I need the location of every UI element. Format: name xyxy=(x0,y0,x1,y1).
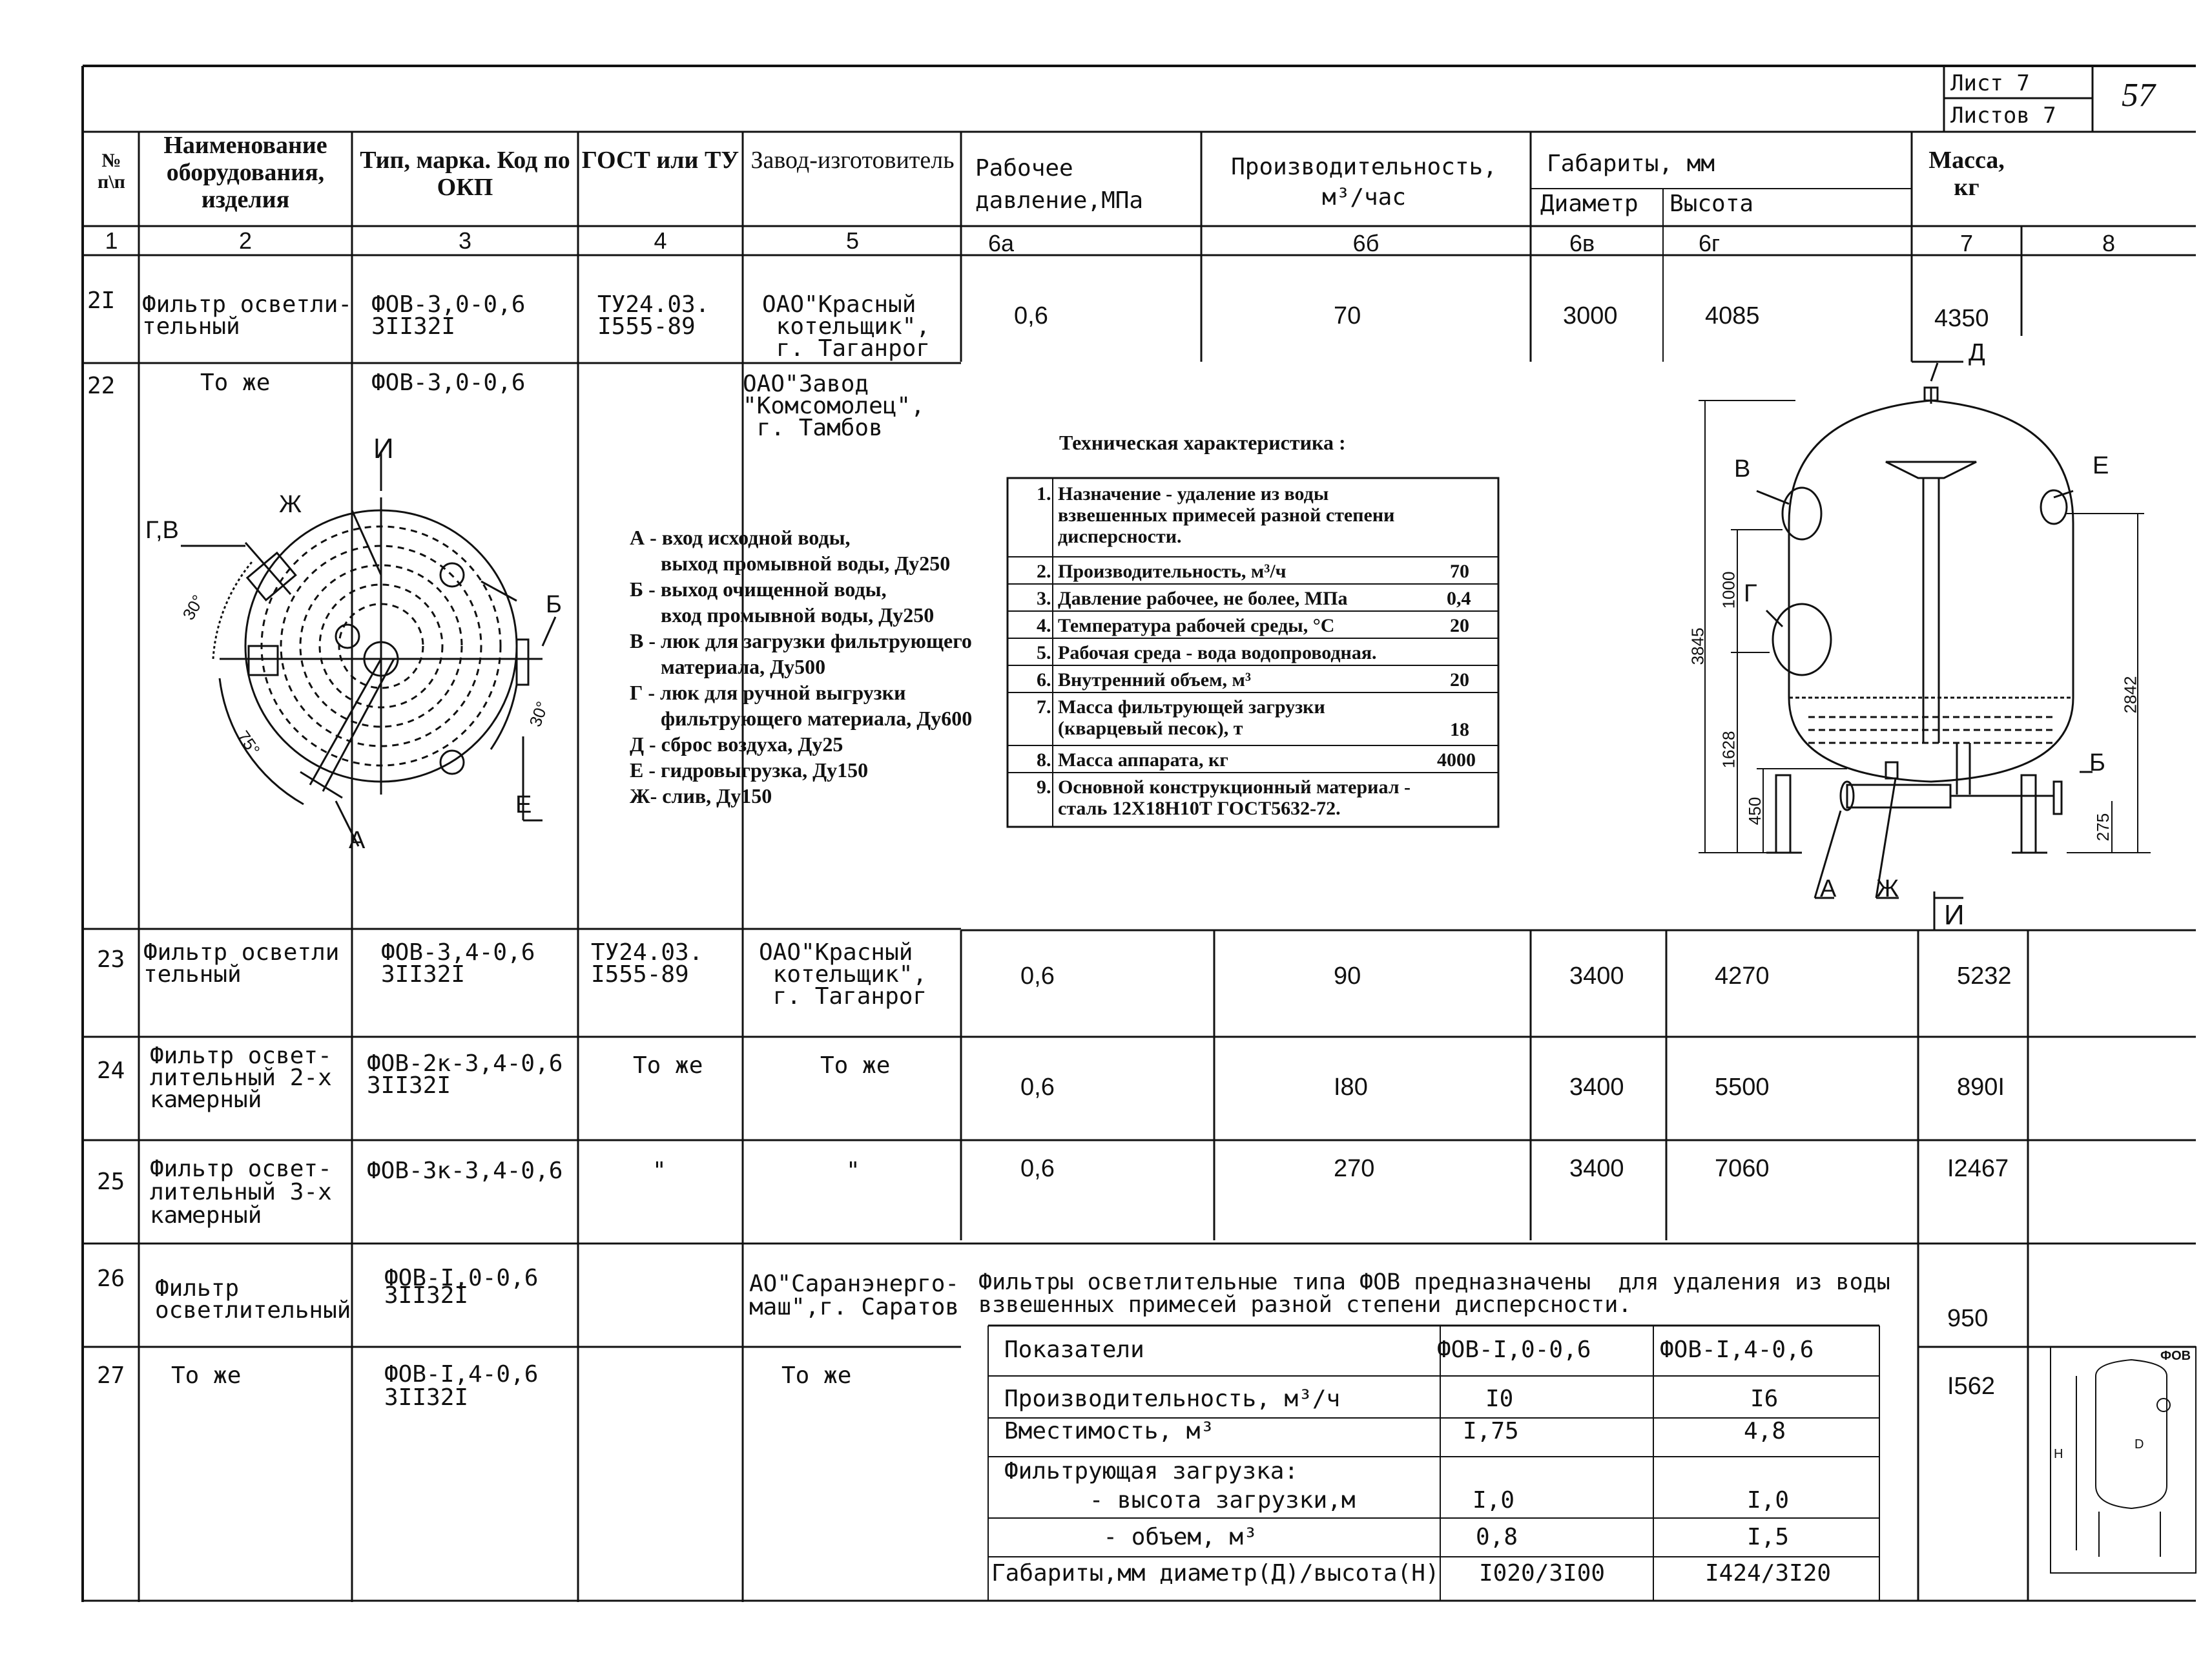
thumb-label: ФОВ xyxy=(2160,1349,2191,1363)
row25-capacity: 270 xyxy=(1334,1155,1375,1182)
row21-mass: 4350 xyxy=(1934,305,1989,332)
tech-val-7: 18 xyxy=(1450,719,1469,740)
side-dim-2842: 2842 xyxy=(2120,676,2140,714)
thumb-h-label: Н xyxy=(2054,1447,2063,1461)
row26-maker: АО"Саранэнерго- маш",г. Саратов xyxy=(749,1271,960,1320)
tech-val-4: 20 xyxy=(1450,615,1469,636)
row25-diameter: 3400 xyxy=(1569,1155,1624,1182)
note-row4-a: I,0 xyxy=(1473,1487,1515,1514)
row22-no: 22 xyxy=(87,373,116,399)
row26-mass: 950 xyxy=(1947,1305,1989,1332)
row21-height: 4085 xyxy=(1705,302,1760,329)
row23-capacity: 90 xyxy=(1334,963,1361,990)
header-no: № п\п xyxy=(98,150,125,193)
header-name: Наименование оборудования, изделия xyxy=(163,132,327,213)
sheet-count-label: Листов 7 xyxy=(1950,103,2056,129)
tech-text-4: Температура рабочей среды, °С xyxy=(1058,615,1335,636)
colnum-6v: 6в xyxy=(1569,230,1595,256)
note-row4-b: I,0 xyxy=(1747,1487,1790,1514)
row24-height: 5500 xyxy=(1715,1074,1770,1101)
tech-text-1: Назначение - удаление из воды взвешенных примесей разной степени дисперсности. xyxy=(1058,483,1395,547)
tech-text-8: Масса аппарата, кг xyxy=(1058,749,1228,771)
row22-maker: ОАО"Завод "Комсомолец", г. Тамбов xyxy=(743,371,925,442)
note-col-indicator: Показатели xyxy=(1004,1337,1144,1363)
tech-no-1: 1. xyxy=(1037,483,1051,505)
row23-mass: 5232 xyxy=(1957,963,2012,990)
note-row6-label: Габариты,мм диаметр(Д)/высота(Н) xyxy=(991,1560,1440,1587)
header-diameter: Диаметр xyxy=(1540,191,1638,217)
plan-angle-2: 30° xyxy=(525,698,553,729)
row23-pressure: 0,6 xyxy=(1020,963,1055,990)
row24-maker: То же xyxy=(820,1052,891,1079)
side-section-label: И xyxy=(1944,899,1965,931)
row24-mass: 890I xyxy=(1957,1074,2005,1101)
header-mass: Масса, кг xyxy=(1928,147,2005,201)
tech-no-8: 8. xyxy=(1037,749,1051,771)
side-label-e: Е xyxy=(2093,452,2109,479)
note-row6-b: I424/3I20 xyxy=(1705,1560,1832,1587)
row25-mass: I2467 xyxy=(1947,1155,2009,1182)
row27-name: То же xyxy=(171,1362,242,1389)
row22-type: ФОВ-3,0-0,6 xyxy=(371,370,526,396)
note-col-a: ФОВ-I,0-0,6 xyxy=(1437,1337,1591,1363)
note-row2-a: I,75 xyxy=(1463,1418,1519,1444)
tech-no-5: 5. xyxy=(1037,642,1051,663)
row26-name: Фильтр осветлительный xyxy=(155,1275,351,1324)
row21-capacity: 70 xyxy=(1334,302,1361,329)
tech-no-7: 7. xyxy=(1037,696,1051,718)
plan-angle-1: 30° xyxy=(178,591,209,623)
header-pressure: Рабочее давление,МПа xyxy=(975,155,1144,214)
note-row1-a: I0 xyxy=(1485,1386,1514,1412)
colnum-5: 5 xyxy=(845,227,860,254)
note-row5-label: - объем, м³ xyxy=(1033,1524,1257,1550)
side-label-a: А xyxy=(1820,875,1837,902)
row21-gost: ТУ24.03. I555-89 xyxy=(597,291,710,340)
colnum-7: 7 xyxy=(1959,230,1974,256)
row23-diameter: 3400 xyxy=(1569,963,1624,990)
row24-diameter: 3400 xyxy=(1569,1074,1624,1101)
row25-name: Фильтр освет- лительный 3-х камерный xyxy=(150,1156,332,1229)
row25-pressure: 0,6 xyxy=(1020,1155,1055,1182)
row21-diameter: 3000 xyxy=(1563,302,1618,329)
row27-maker: То же xyxy=(781,1362,852,1389)
tech-no-3: 3. xyxy=(1037,588,1051,609)
row23-height: 4270 xyxy=(1715,963,1770,990)
tech-val-6: 20 xyxy=(1450,669,1469,691)
row25-gost: " xyxy=(652,1158,667,1184)
row21-type: ФОВ-3,0-0,6 3II32I xyxy=(371,291,526,340)
side-dim-450: 450 xyxy=(1745,796,1765,826)
row25-type: ФОВ-3к-3,4-0,6 xyxy=(367,1158,563,1184)
row24-no: 24 xyxy=(97,1057,125,1084)
side-label-d: Д xyxy=(1969,339,1985,366)
note-text: Фильтры осветлительные типа ФОВ предназначены для удаления из воды взвешенных примесей разной степени дисперсности. xyxy=(978,1269,1890,1318)
tech-val-3: 0,4 xyxy=(1447,588,1471,609)
plan-section-label: И xyxy=(373,433,394,464)
plan-label-e: Е xyxy=(515,791,532,818)
row27-mass: I562 xyxy=(1947,1373,1995,1400)
row26-no: 26 xyxy=(97,1265,125,1292)
row25-no: 25 xyxy=(97,1169,125,1195)
tech-no-2: 2. xyxy=(1037,561,1051,582)
tech-text-5: Рабочая среда - вода водопроводная. xyxy=(1058,642,1377,663)
note-row5-b: I,5 xyxy=(1747,1524,1790,1550)
header-dims: Габариты, мм xyxy=(1547,151,1715,177)
note-row3-label: Фильтрующая загрузка: xyxy=(1004,1458,1299,1484)
tech-title: Техническая характеристика : xyxy=(1059,431,1346,454)
row23-no: 23 xyxy=(97,946,125,973)
row25-maker: " xyxy=(846,1158,860,1184)
colnum-8: 8 xyxy=(2102,230,2116,256)
side-label-b: Б xyxy=(2089,749,2105,776)
tech-text-6: Внутренний объем, м³ xyxy=(1058,669,1251,691)
row27-no: 27 xyxy=(97,1362,125,1389)
note-row2-label: Вместимость, м³ xyxy=(1004,1418,1215,1444)
row24-type: ФОВ-2к-3,4-0,6 3II32I xyxy=(367,1050,563,1099)
row23-type: ФОВ-3,4-0,6 3II32I xyxy=(381,939,535,988)
header-gost: ГОСТ или ТУ xyxy=(581,147,739,174)
header-type: Тип, марка. Код по ОКП xyxy=(360,147,570,201)
plan-label-gv: Г,В xyxy=(145,517,179,544)
note-row5-a: 0,8 xyxy=(1476,1524,1518,1550)
row24-name: Фильтр освет- лительный 2-х камерный xyxy=(150,1043,332,1114)
side-label-v: В xyxy=(1734,455,1751,483)
row21-maker: ОАО"Красный котельщик", г. Таганрог xyxy=(762,291,931,362)
row24-gost: То же xyxy=(633,1052,703,1079)
row21-no: 2I xyxy=(87,287,116,314)
colnum-3: 3 xyxy=(458,227,472,254)
note-row1-b: I6 xyxy=(1750,1386,1779,1412)
side-dim-3845: 3845 xyxy=(1688,627,1708,665)
tech-val-2: 70 xyxy=(1450,561,1469,582)
side-dim-1628: 1628 xyxy=(1719,731,1739,769)
row27-type: ФОВ-I,4-0,6 3II32I xyxy=(384,1361,539,1411)
tech-text-7: Масса фильтрующей загрузки (кварцевый песок), т xyxy=(1058,696,1325,739)
tech-no-4: 4. xyxy=(1037,615,1051,636)
row22-name: То же xyxy=(200,370,271,396)
row21-name: Фильтр осветли- тельный xyxy=(142,291,353,340)
header-capacity: Производительность, м³/час xyxy=(1231,154,1497,211)
row24-capacity: I80 xyxy=(1334,1074,1368,1101)
sheet-number-label: Лист 7 xyxy=(1950,70,2030,96)
plan-label-b: Б xyxy=(546,591,562,618)
tech-text-9: Основной конструкционный материал - сталь 12Х18Н10Т ГОСТ5632-72. xyxy=(1058,776,1411,819)
row23-gost: ТУ24.03. I555-89 xyxy=(591,939,703,988)
colnum-4: 4 xyxy=(654,227,667,254)
row21-pressure: 0,6 xyxy=(1014,302,1048,329)
colnum-6g: 6г xyxy=(1699,230,1721,256)
tech-val-8: 4000 xyxy=(1437,749,1476,771)
plan-label-zh: Ж xyxy=(279,491,302,518)
note-row1-label: Производительность, м³/ч xyxy=(1004,1386,1341,1412)
legend-text: А - вход исходной воды, выход промывной воды, Ду250 Б - выход очищенной воды, вход промывной воды, Ду250 В - люк для загрузки фильтрующего материала, Ду500 Г - люк для ручной выгрузки фильтрующего материала, Ду600 Д - сброс воздуха, Ду25 Е - гидровыгрузка, Ду150 Ж- слив, Ду150 xyxy=(630,526,973,807)
tech-text-3: Давление рабочее, не более, МПа xyxy=(1058,588,1348,609)
note-row4-label: - высота загрузки,м xyxy=(1033,1487,1356,1514)
thumb-d-label: D xyxy=(2134,1437,2144,1452)
plan-label-a: А xyxy=(349,827,366,854)
row25-height: 7060 xyxy=(1715,1155,1770,1182)
side-dim-1000: 1000 xyxy=(1719,571,1739,609)
row26-type: ФОВ-I,0-0,6 3II32I xyxy=(384,1265,539,1309)
colnum-2: 2 xyxy=(238,227,253,254)
tech-no-9: 9. xyxy=(1037,776,1051,798)
row23-name: Фильтр осветли тельный xyxy=(143,939,340,988)
note-row6-a: I020/3I00 xyxy=(1479,1560,1606,1587)
tech-no-6: 6. xyxy=(1037,669,1051,691)
side-label-zh: Ж xyxy=(1876,875,1899,902)
plan-angle-3: 75° xyxy=(233,727,264,759)
colnum-6b: 6б xyxy=(1352,230,1380,256)
note-col-b: ФОВ-I,4-0,6 xyxy=(1660,1337,1814,1363)
header-height: Высота xyxy=(1669,191,1754,217)
row23-maker: ОАО"Красный котельщик", г. Таганрог xyxy=(759,939,927,1010)
colnum-6a: 6а xyxy=(988,230,1015,256)
side-label-g: Г xyxy=(1744,580,1757,607)
page-number: 57 xyxy=(2122,77,2155,114)
row24-pressure: 0,6 xyxy=(1020,1074,1055,1101)
colnum-1: 1 xyxy=(105,227,118,254)
tech-text-2: Производительность, м³/ч xyxy=(1058,561,1287,582)
side-dim-275: 275 xyxy=(2093,813,2113,842)
note-row2-b: 4,8 xyxy=(1744,1418,1786,1444)
header-maker: Завод-изготовитель xyxy=(750,147,955,174)
